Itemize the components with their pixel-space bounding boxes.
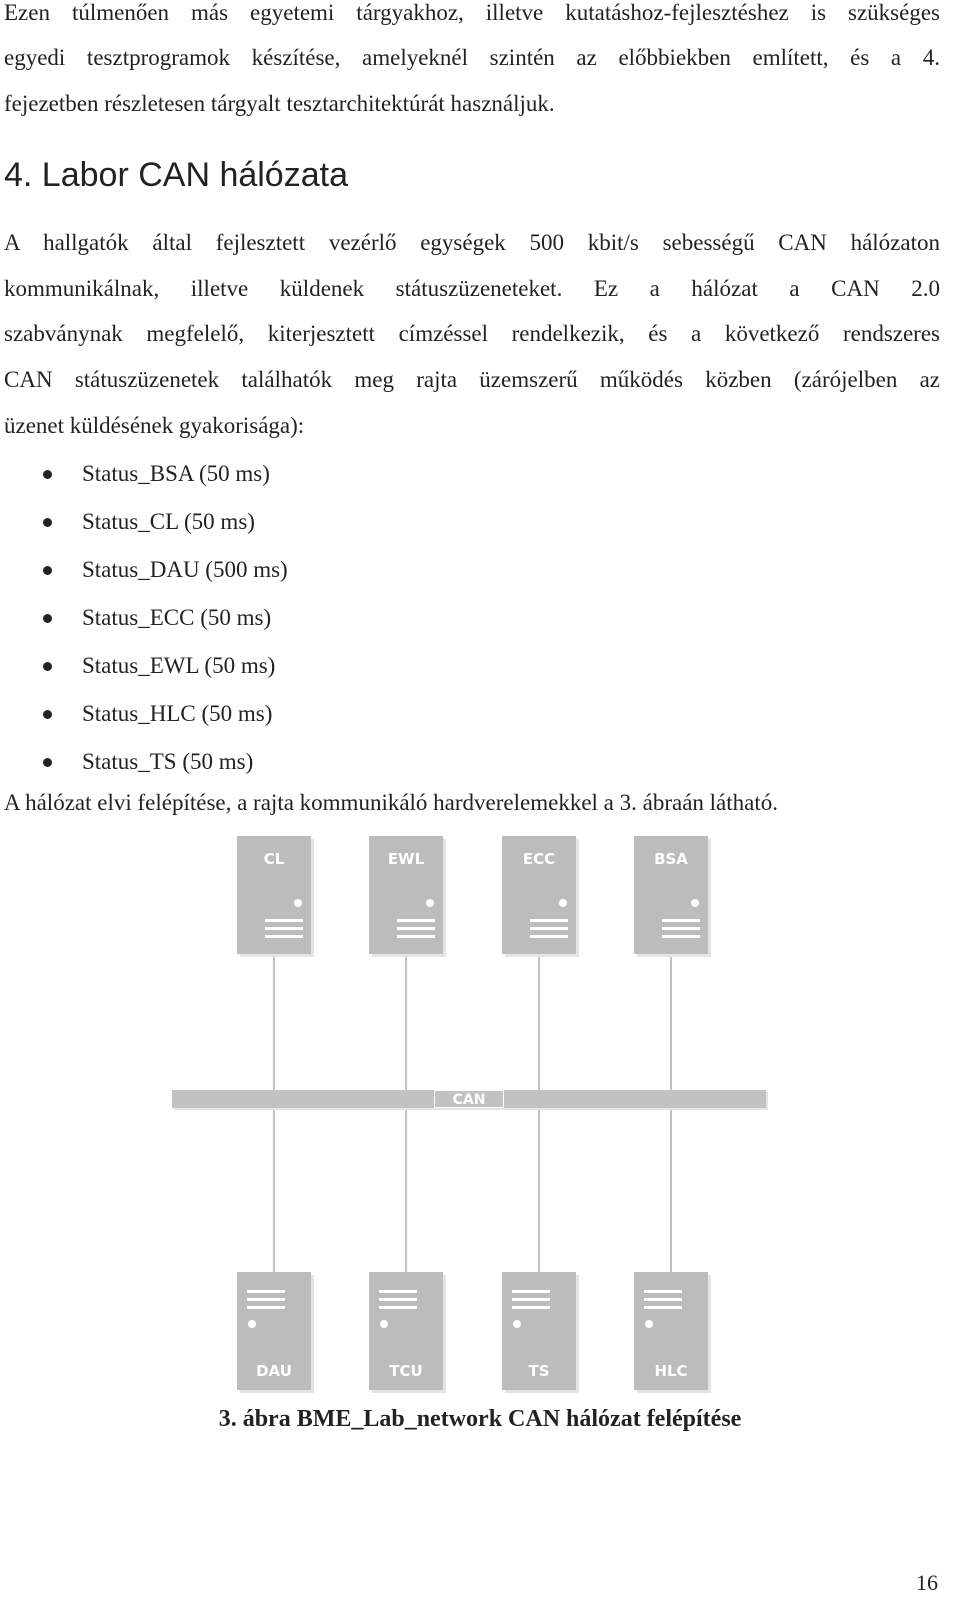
- list-item: [0, 498, 288, 546]
- list-item-text: Status_EWL (50 ms): [82, 653, 276, 678]
- bullet-icon: [43, 470, 52, 479]
- figure-caption: 3. ábra BME_Lab_network CAN hálózat felépítése: [218, 1406, 742, 1432]
- bullet-icon: [43, 566, 52, 575]
- intro-line-1: Ezen túlmenően más egyetemi tárgyakhoz, illetve kutatáshoz-fejlesztéshez is szükséges: [4, 0, 940, 25]
- vent-lines-icon: [662, 919, 700, 943]
- paragraph-line-5: üzenet küldésének gyakorisága):: [4, 413, 305, 438]
- status-led-icon: [380, 1320, 388, 1328]
- bullet-icon: [43, 662, 52, 671]
- list-item-text: Status_ECC (50 ms): [82, 605, 272, 630]
- can-bus-label: CAN: [434, 1090, 504, 1108]
- vent-lines-icon: [265, 919, 303, 943]
- paragraph-line-1: A hallgatók által fejlesztett vezérlő egységek 500 kbit/s sebességű CAN hálózaton: [4, 230, 940, 255]
- list-item: [0, 450, 288, 498]
- ecu-label: ECC: [502, 844, 576, 874]
- status-led-icon: [294, 899, 302, 907]
- status-led-icon: [645, 1320, 653, 1328]
- can-network-diagram: [0, 830, 960, 1400]
- ecu-label: CL: [237, 844, 311, 874]
- list-item-text: Status_BSA (50 ms): [82, 461, 270, 486]
- vent-lines-icon: [247, 1290, 285, 1314]
- ecu-label: BSA: [634, 844, 708, 874]
- list-item: [0, 642, 288, 690]
- bullet-icon: [43, 614, 52, 623]
- connection-wire: [670, 948, 672, 1272]
- ecu-label: TCU: [369, 1356, 443, 1386]
- page-number: 16: [916, 1570, 938, 1595]
- can-bus: [172, 1090, 766, 1108]
- connection-wire: [538, 948, 540, 1272]
- paragraph-line-2: kommunikálnak, illetve küldenek státuszüzeneteket. Ez a hálózat a CAN 2.0: [4, 276, 940, 301]
- status-led-icon: [691, 899, 699, 907]
- ecu-node-hlc: [634, 1272, 708, 1390]
- ecu-label: HLC: [634, 1356, 708, 1386]
- ecu-node-ewl: [369, 836, 443, 954]
- list-item: [0, 738, 288, 786]
- paragraph-line-4: CAN státuszüzenetek találhatók meg rajta üzemszerű működés közben (zárójelben az: [4, 367, 940, 392]
- intro-line-3: fejezetben részletesen tárgyalt tesztarchitektúrát használjuk.: [4, 91, 555, 116]
- vent-lines-icon: [530, 919, 568, 943]
- list-item: [0, 546, 288, 594]
- ecu-label: EWL: [369, 844, 443, 874]
- ecu-node-tcu: [369, 1272, 443, 1390]
- ecu-node-ecc: [502, 836, 576, 954]
- ecu-label: TS: [502, 1356, 576, 1386]
- status-led-icon: [513, 1320, 521, 1328]
- section-heading: 4. Labor CAN hálózata: [4, 156, 348, 194]
- ecu-node-bsa: [634, 836, 708, 954]
- ecu-node-cl: [237, 836, 311, 954]
- vent-lines-icon: [397, 919, 435, 943]
- figure-reference-text: A hálózat elvi felépítése, a rajta kommunikáló hardverelemekkel a 3. ábraán látható.: [4, 790, 779, 815]
- intro-line-2: egyedi tesztprogramok készítése, amelyeknél szintén az előbbiekben említett, és a 4.: [4, 45, 940, 70]
- paragraph-line-3: szabványnak megfelelő, kiterjesztett címzéssel rendelkezik, és a következő rendszeres: [4, 321, 940, 346]
- bullet-icon: [43, 758, 52, 767]
- list-item: [0, 690, 288, 738]
- list-item-text: Status_TS (50 ms): [82, 749, 254, 774]
- vent-lines-icon: [644, 1290, 682, 1314]
- connection-wire: [273, 948, 275, 1272]
- list-item-text: Status_CL (50 ms): [82, 509, 255, 534]
- ecu-node-dau: [237, 1272, 311, 1390]
- ecu-label: DAU: [237, 1356, 311, 1386]
- status-message-list: [0, 450, 288, 786]
- status-led-icon: [426, 899, 434, 907]
- bullet-icon: [43, 518, 52, 527]
- list-item-text: Status_DAU (500 ms): [82, 557, 288, 582]
- connection-wire: [405, 948, 407, 1272]
- bullet-icon: [43, 710, 52, 719]
- status-led-icon: [559, 899, 567, 907]
- list-item-text: Status_HLC (50 ms): [82, 701, 273, 726]
- list-item: [0, 594, 288, 642]
- status-led-icon: [248, 1320, 256, 1328]
- vent-lines-icon: [512, 1290, 550, 1314]
- ecu-node-ts: [502, 1272, 576, 1390]
- vent-lines-icon: [379, 1290, 417, 1314]
